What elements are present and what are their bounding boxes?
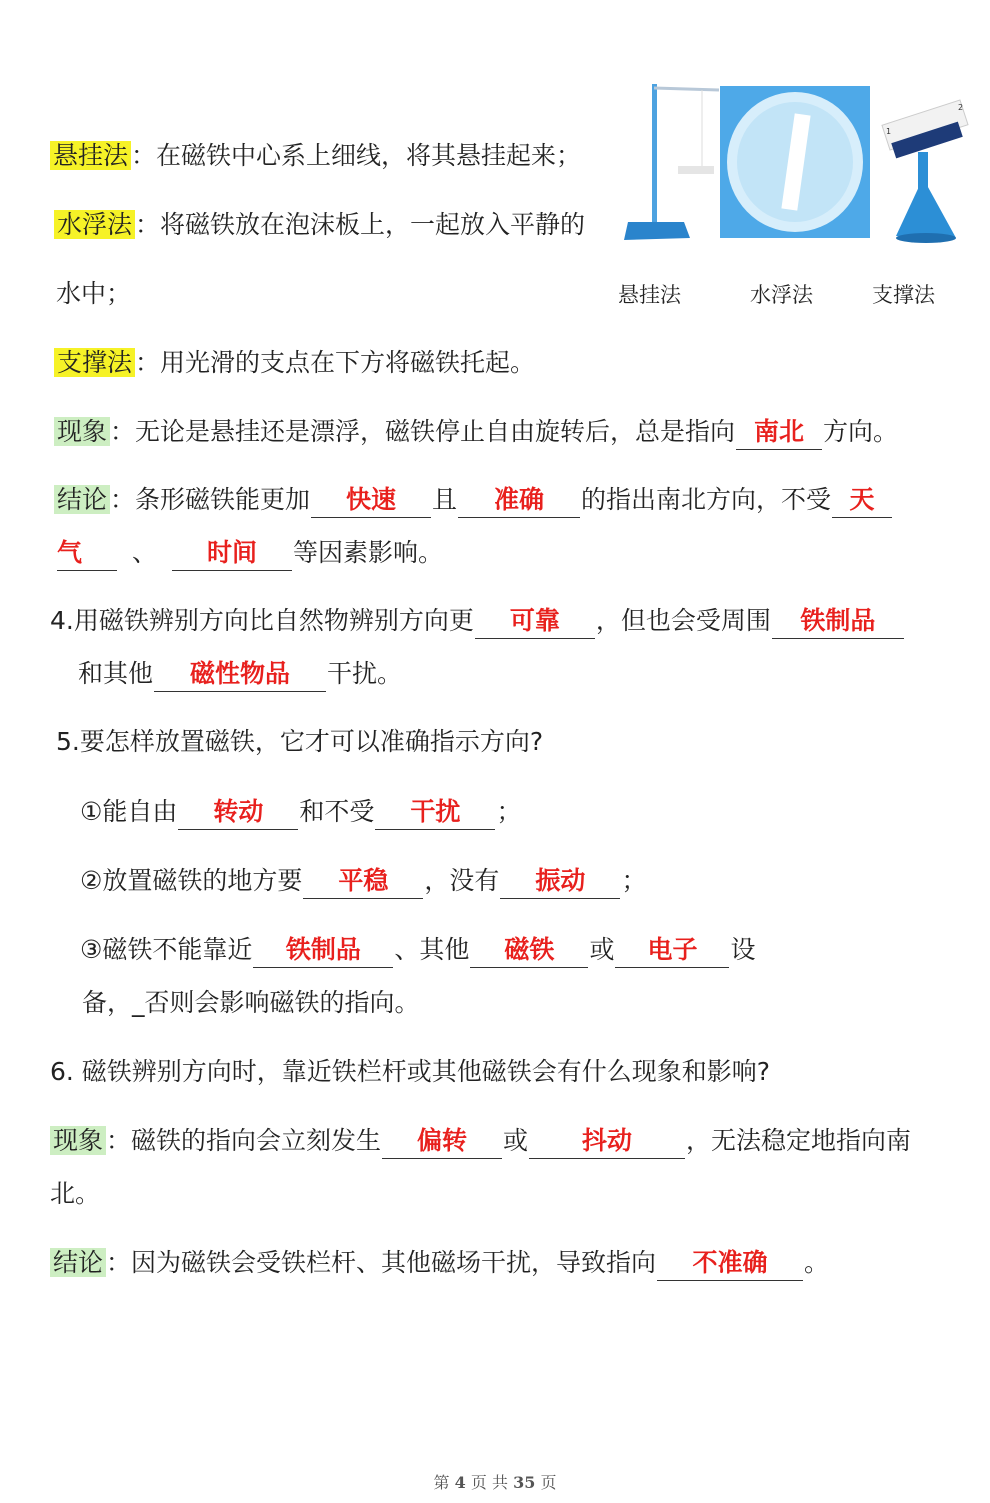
q4-text: 和其他 bbox=[78, 659, 154, 688]
answer-blank: 铁制品 bbox=[253, 933, 393, 968]
answer-blank: 干扰 bbox=[375, 795, 495, 830]
support-method-label: 支撑法 bbox=[54, 348, 135, 377]
q5-title: 5.要怎样放置磁铁，它才可以准确指示方向? bbox=[56, 727, 544, 756]
conclusion-1-text: 且 bbox=[432, 485, 458, 514]
q6-conclusion-text: 。 bbox=[804, 1248, 830, 1277]
q5-item-1-text: ①能自由 bbox=[80, 797, 178, 826]
answer-blank: 电子 bbox=[615, 933, 729, 968]
answer-blank: 气 bbox=[57, 536, 117, 571]
caption-support: 支撑法 bbox=[872, 283, 935, 307]
q5-item-2 bbox=[80, 861, 646, 901]
conclusion-1-text: 等因素影响。 bbox=[293, 538, 444, 567]
q6-phenomenon-text: ：磁铁的指向会立刻发生 bbox=[106, 1126, 382, 1155]
conclusion-1-label: 结论 bbox=[54, 485, 110, 514]
answer-blank: 快速 bbox=[311, 483, 431, 518]
conclusion-1-line-2 bbox=[56, 533, 443, 573]
answer-blank: 时间 bbox=[172, 536, 292, 571]
caption-hanging: 悬挂法 bbox=[618, 283, 681, 307]
float-method-line bbox=[54, 205, 585, 245]
hanging-method-image bbox=[622, 80, 722, 245]
conclusion-1-line bbox=[54, 480, 893, 520]
phenomenon-1-line bbox=[54, 412, 898, 452]
q6-phenomenon-text: ，无法稳定地指向南 bbox=[686, 1126, 912, 1155]
floating-method-image bbox=[720, 86, 870, 238]
q5-item-3-text: 或 bbox=[589, 935, 615, 964]
footer-text: 页 共 bbox=[470, 1473, 508, 1492]
q5-item-2-text: ②放置磁铁的地方要 bbox=[80, 866, 303, 895]
q5-item-3-text: ③磁铁不能靠近 bbox=[80, 935, 253, 964]
q6-phenomenon-cont: 北。 bbox=[50, 1179, 101, 1208]
answer-blank: 转动 bbox=[178, 795, 298, 830]
answer-blank: 平稳 bbox=[303, 864, 423, 899]
image-label-2: 2 bbox=[958, 103, 964, 112]
q6-phenomenon-label: 现象 bbox=[50, 1126, 106, 1155]
q6-title: 6. 磁铁辨别方向时，靠近铁栏杆或其他磁铁会有什么现象和影响? bbox=[50, 1057, 771, 1086]
answer-blank: 不准确 bbox=[657, 1246, 803, 1281]
image-label-1: 1 bbox=[886, 127, 892, 136]
q6-conclusion-label: 结论 bbox=[50, 1248, 106, 1277]
footer-text: 第 bbox=[433, 1473, 450, 1492]
hang-method-text: ：在磁铁中心系上细线，将其悬挂起来； bbox=[131, 141, 582, 170]
q4-text: ，但也会受周围 bbox=[595, 606, 771, 635]
q5-item-3-cont: 备，_否则会影响磁铁的指向。 bbox=[82, 988, 420, 1017]
q5-item-1-text: ； bbox=[496, 797, 522, 826]
answer-blank: 磁铁 bbox=[470, 933, 588, 968]
footer-text: 页 bbox=[540, 1473, 557, 1492]
answer-blank: 可靠 bbox=[475, 604, 595, 639]
q6-conclusion-line bbox=[50, 1243, 829, 1283]
page-footer bbox=[0, 1470, 990, 1493]
answer-blank: 偏转 bbox=[382, 1124, 502, 1159]
q4-text: 4.用磁铁辨别方向比自然物辨别方向更 bbox=[50, 606, 474, 635]
answer-blank: 抖动 bbox=[529, 1124, 685, 1159]
support-method-line bbox=[54, 343, 535, 383]
hang-method-line bbox=[50, 136, 581, 176]
phenomenon-1-text: ：无论是悬挂还是漂浮，磁铁停止自由旋转后，总是指向 bbox=[110, 417, 736, 446]
caption-floating: 水浮法 bbox=[750, 283, 813, 307]
q5-item-2-text: ； bbox=[621, 866, 647, 895]
q4-line bbox=[50, 601, 905, 641]
q5-item-1-text: 和不受 bbox=[299, 797, 375, 826]
q4-text: 干扰。 bbox=[327, 659, 403, 688]
q5-item-1 bbox=[80, 792, 521, 832]
q4-line-2 bbox=[78, 654, 402, 694]
phenomenon-1-text-end: 方向。 bbox=[823, 417, 899, 446]
support-method-text: ：用光滑的支点在下方将磁铁托起。 bbox=[135, 348, 536, 377]
q6-phenomenon-text: 或 bbox=[503, 1126, 529, 1155]
conclusion-1-text: 的指出南北方向，不受 bbox=[581, 485, 832, 514]
conclusion-1-text: 、 bbox=[132, 538, 158, 567]
total-page-number: 35 bbox=[513, 1473, 536, 1492]
answer-blank: 磁性物品 bbox=[154, 657, 326, 692]
float-method-text-cont: 水中； bbox=[56, 279, 132, 308]
q6-phenomenon-line bbox=[50, 1121, 911, 1161]
answer-blank: 振动 bbox=[500, 864, 620, 899]
answer-blank: 南北 bbox=[736, 415, 822, 450]
hang-method-label: 悬挂法 bbox=[50, 141, 131, 170]
float-method-text: ：将磁铁放在泡沫板上，一起放入平静的 bbox=[135, 210, 586, 239]
float-method-label: 水浮法 bbox=[54, 210, 135, 239]
answer-blank: 铁制品 bbox=[772, 604, 904, 639]
answer-blank: 准确 bbox=[458, 483, 580, 518]
current-page-number: 4 bbox=[454, 1473, 466, 1492]
q5-item-2-text: ，没有 bbox=[424, 866, 500, 895]
q5-item-3-text: 、其他 bbox=[394, 935, 470, 964]
answer-blank: 天 bbox=[832, 483, 892, 518]
q5-item-3 bbox=[80, 930, 755, 970]
support-method-image bbox=[872, 98, 977, 248]
conclusion-1-text: ：条形磁铁能更加 bbox=[110, 485, 311, 514]
q5-item-3-text: 设 bbox=[730, 935, 756, 964]
phenomenon-1-label: 现象 bbox=[54, 417, 110, 446]
q6-conclusion-text: ：因为磁铁会受铁栏杆、其他磁场干扰，导致指向 bbox=[106, 1248, 657, 1277]
